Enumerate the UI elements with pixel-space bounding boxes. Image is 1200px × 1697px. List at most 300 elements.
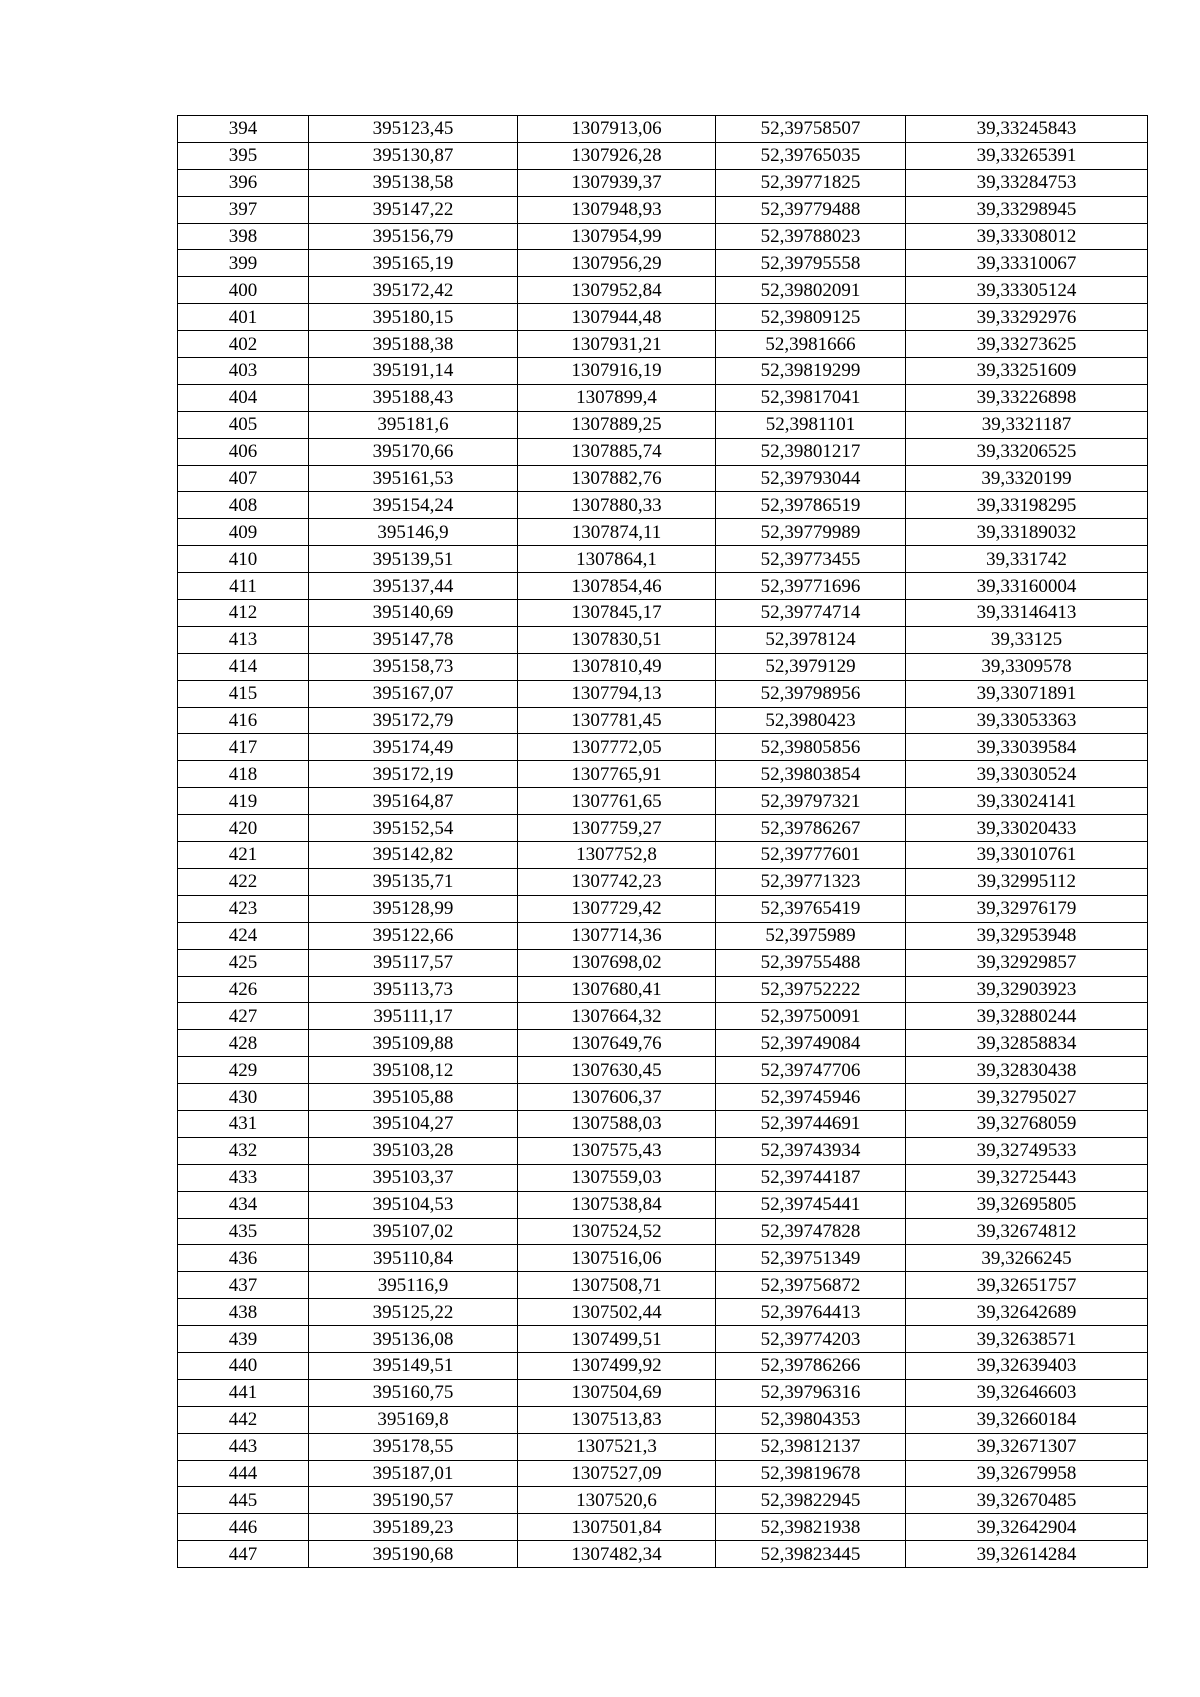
latitude-cell: 52,39773455 bbox=[716, 546, 906, 573]
latitude-cell: 52,39786266 bbox=[716, 1352, 906, 1379]
point-number-cell: 411 bbox=[178, 573, 309, 600]
point-number-cell: 403 bbox=[178, 358, 309, 385]
y-coordinate-cell: 1307499,92 bbox=[518, 1352, 716, 1379]
latitude-cell: 52,3979129 bbox=[716, 653, 906, 680]
x-coordinate-cell: 395139,51 bbox=[309, 546, 518, 573]
longitude-cell: 39,32670485 bbox=[906, 1487, 1148, 1514]
point-number-cell: 398 bbox=[178, 223, 309, 250]
table-row bbox=[178, 868, 1148, 895]
point-number-cell: 427 bbox=[178, 1003, 309, 1030]
x-coordinate-cell: 395191,14 bbox=[309, 358, 518, 385]
x-coordinate-cell: 395165,19 bbox=[309, 250, 518, 277]
x-coordinate-cell: 395146,9 bbox=[309, 519, 518, 546]
latitude-cell: 52,39750091 bbox=[716, 1003, 906, 1030]
table-row bbox=[178, 1299, 1148, 1326]
x-coordinate-cell: 395147,22 bbox=[309, 196, 518, 223]
longitude-cell: 39,33125 bbox=[906, 626, 1148, 653]
latitude-cell: 52,39801217 bbox=[716, 438, 906, 465]
x-coordinate-cell: 395105,88 bbox=[309, 1084, 518, 1111]
table-row bbox=[178, 519, 1148, 546]
longitude-cell: 39,33273625 bbox=[906, 331, 1148, 358]
latitude-cell: 52,3981666 bbox=[716, 331, 906, 358]
table-row bbox=[178, 384, 1148, 411]
table-row bbox=[178, 1057, 1148, 1084]
y-coordinate-cell: 1307752,8 bbox=[518, 842, 716, 869]
point-number-cell: 432 bbox=[178, 1137, 309, 1164]
table-row bbox=[178, 1487, 1148, 1514]
point-number-cell: 408 bbox=[178, 492, 309, 519]
table-row bbox=[178, 411, 1148, 438]
longitude-cell: 39,33298945 bbox=[906, 196, 1148, 223]
point-number-cell: 430 bbox=[178, 1084, 309, 1111]
latitude-cell: 52,39755488 bbox=[716, 949, 906, 976]
table-row bbox=[178, 1245, 1148, 1272]
point-number-cell: 434 bbox=[178, 1191, 309, 1218]
y-coordinate-cell: 1307948,93 bbox=[518, 196, 716, 223]
latitude-cell: 52,39744691 bbox=[716, 1110, 906, 1137]
x-coordinate-cell: 395140,69 bbox=[309, 600, 518, 627]
y-coordinate-cell: 1307630,45 bbox=[518, 1057, 716, 1084]
longitude-cell: 39,32953948 bbox=[906, 922, 1148, 949]
table-row bbox=[178, 680, 1148, 707]
point-number-cell: 421 bbox=[178, 842, 309, 869]
latitude-cell: 52,39774714 bbox=[716, 600, 906, 627]
longitude-cell: 39,32674812 bbox=[906, 1218, 1148, 1245]
latitude-cell: 52,3981101 bbox=[716, 411, 906, 438]
x-coordinate-cell: 395138,58 bbox=[309, 169, 518, 196]
longitude-cell: 39,33310067 bbox=[906, 250, 1148, 277]
longitude-cell: 39,3321187 bbox=[906, 411, 1148, 438]
latitude-cell: 52,39797321 bbox=[716, 788, 906, 815]
longitude-cell: 39,33284753 bbox=[906, 169, 1148, 196]
x-coordinate-cell: 395109,88 bbox=[309, 1030, 518, 1057]
longitude-cell: 39,32642689 bbox=[906, 1299, 1148, 1326]
latitude-cell: 52,39771323 bbox=[716, 868, 906, 895]
y-coordinate-cell: 1307830,51 bbox=[518, 626, 716, 653]
longitude-cell: 39,33071891 bbox=[906, 680, 1148, 707]
table-row bbox=[178, 438, 1148, 465]
y-coordinate-cell: 1307513,83 bbox=[518, 1406, 716, 1433]
latitude-cell: 52,39777601 bbox=[716, 842, 906, 869]
longitude-cell: 39,32638571 bbox=[906, 1326, 1148, 1353]
latitude-cell: 52,39745441 bbox=[716, 1191, 906, 1218]
y-coordinate-cell: 1307944,48 bbox=[518, 304, 716, 331]
longitude-cell: 39,33020433 bbox=[906, 815, 1148, 842]
y-coordinate-cell: 1307913,06 bbox=[518, 116, 716, 143]
longitude-cell: 39,32679958 bbox=[906, 1460, 1148, 1487]
latitude-cell: 52,39795558 bbox=[716, 250, 906, 277]
y-coordinate-cell: 1307882,76 bbox=[518, 465, 716, 492]
table-row bbox=[178, 1272, 1148, 1299]
longitude-cell: 39,32642904 bbox=[906, 1514, 1148, 1541]
x-coordinate-cell: 395122,66 bbox=[309, 922, 518, 949]
x-coordinate-cell: 395110,84 bbox=[309, 1245, 518, 1272]
table-row bbox=[178, 1218, 1148, 1245]
y-coordinate-cell: 1307729,42 bbox=[518, 895, 716, 922]
latitude-cell: 52,39803854 bbox=[716, 761, 906, 788]
x-coordinate-cell: 395169,8 bbox=[309, 1406, 518, 1433]
x-coordinate-cell: 395172,79 bbox=[309, 707, 518, 734]
point-number-cell: 429 bbox=[178, 1057, 309, 1084]
table-row bbox=[178, 277, 1148, 304]
table-row bbox=[178, 573, 1148, 600]
y-coordinate-cell: 1307889,25 bbox=[518, 411, 716, 438]
latitude-cell: 52,39821938 bbox=[716, 1514, 906, 1541]
longitude-cell: 39,32695805 bbox=[906, 1191, 1148, 1218]
latitude-cell: 52,39805856 bbox=[716, 734, 906, 761]
table-row bbox=[178, 196, 1148, 223]
latitude-cell: 52,39823445 bbox=[716, 1541, 906, 1568]
point-number-cell: 394 bbox=[178, 116, 309, 143]
point-number-cell: 413 bbox=[178, 626, 309, 653]
x-coordinate-cell: 395188,43 bbox=[309, 384, 518, 411]
point-number-cell: 437 bbox=[178, 1272, 309, 1299]
x-coordinate-cell: 395181,6 bbox=[309, 411, 518, 438]
x-coordinate-cell: 395135,71 bbox=[309, 868, 518, 895]
y-coordinate-cell: 1307521,3 bbox=[518, 1433, 716, 1460]
longitude-cell: 39,32725443 bbox=[906, 1164, 1148, 1191]
y-coordinate-cell: 1307781,45 bbox=[518, 707, 716, 734]
point-number-cell: 436 bbox=[178, 1245, 309, 1272]
table-row bbox=[178, 1191, 1148, 1218]
x-coordinate-cell: 395116,9 bbox=[309, 1272, 518, 1299]
y-coordinate-cell: 1307954,99 bbox=[518, 223, 716, 250]
point-number-cell: 414 bbox=[178, 653, 309, 680]
point-number-cell: 419 bbox=[178, 788, 309, 815]
table-row bbox=[178, 1514, 1148, 1541]
point-number-cell: 412 bbox=[178, 600, 309, 627]
point-number-cell: 402 bbox=[178, 331, 309, 358]
x-coordinate-cell: 395178,55 bbox=[309, 1433, 518, 1460]
x-coordinate-cell: 395111,17 bbox=[309, 1003, 518, 1030]
latitude-cell: 52,39793044 bbox=[716, 465, 906, 492]
y-coordinate-cell: 1307516,06 bbox=[518, 1245, 716, 1272]
x-coordinate-cell: 395104,53 bbox=[309, 1191, 518, 1218]
point-number-cell: 422 bbox=[178, 868, 309, 895]
table-row bbox=[178, 1326, 1148, 1353]
y-coordinate-cell: 1307482,34 bbox=[518, 1541, 716, 1568]
y-coordinate-cell: 1307524,52 bbox=[518, 1218, 716, 1245]
longitude-cell: 39,33053363 bbox=[906, 707, 1148, 734]
point-number-cell: 396 bbox=[178, 169, 309, 196]
point-number-cell: 401 bbox=[178, 304, 309, 331]
x-coordinate-cell: 395142,82 bbox=[309, 842, 518, 869]
table-row bbox=[178, 1110, 1148, 1137]
x-coordinate-cell: 395154,24 bbox=[309, 492, 518, 519]
y-coordinate-cell: 1307845,17 bbox=[518, 600, 716, 627]
x-coordinate-cell: 395161,53 bbox=[309, 465, 518, 492]
latitude-cell: 52,39771825 bbox=[716, 169, 906, 196]
longitude-cell: 39,32671307 bbox=[906, 1433, 1148, 1460]
table-row bbox=[178, 1030, 1148, 1057]
longitude-cell: 39,33198295 bbox=[906, 492, 1148, 519]
y-coordinate-cell: 1307794,13 bbox=[518, 680, 716, 707]
table-row bbox=[178, 653, 1148, 680]
latitude-cell: 52,39749084 bbox=[716, 1030, 906, 1057]
longitude-cell: 39,33308012 bbox=[906, 223, 1148, 250]
latitude-cell: 52,39756872 bbox=[716, 1272, 906, 1299]
table-row bbox=[178, 976, 1148, 1003]
latitude-cell: 52,39809125 bbox=[716, 304, 906, 331]
table-row bbox=[178, 331, 1148, 358]
table-row bbox=[178, 1352, 1148, 1379]
latitude-cell: 52,39802091 bbox=[716, 277, 906, 304]
point-number-cell: 439 bbox=[178, 1326, 309, 1353]
latitude-cell: 52,39819299 bbox=[716, 358, 906, 385]
x-coordinate-cell: 395156,79 bbox=[309, 223, 518, 250]
latitude-cell: 52,39752222 bbox=[716, 976, 906, 1003]
y-coordinate-cell: 1307772,05 bbox=[518, 734, 716, 761]
x-coordinate-cell: 395160,75 bbox=[309, 1379, 518, 1406]
table-row bbox=[178, 1541, 1148, 1568]
y-coordinate-cell: 1307559,03 bbox=[518, 1164, 716, 1191]
point-number-cell: 416 bbox=[178, 707, 309, 734]
y-coordinate-cell: 1307504,69 bbox=[518, 1379, 716, 1406]
table-row bbox=[178, 707, 1148, 734]
x-coordinate-cell: 395187,01 bbox=[309, 1460, 518, 1487]
y-coordinate-cell: 1307765,91 bbox=[518, 761, 716, 788]
x-coordinate-cell: 395107,02 bbox=[309, 1218, 518, 1245]
table-row bbox=[178, 1084, 1148, 1111]
point-number-cell: 407 bbox=[178, 465, 309, 492]
y-coordinate-cell: 1307664,32 bbox=[518, 1003, 716, 1030]
y-coordinate-cell: 1307952,84 bbox=[518, 277, 716, 304]
longitude-cell: 39,33305124 bbox=[906, 277, 1148, 304]
latitude-cell: 52,39788023 bbox=[716, 223, 906, 250]
longitude-cell: 39,32660184 bbox=[906, 1406, 1148, 1433]
y-coordinate-cell: 1307931,21 bbox=[518, 331, 716, 358]
x-coordinate-cell: 395137,44 bbox=[309, 573, 518, 600]
longitude-cell: 39,32614284 bbox=[906, 1541, 1148, 1568]
point-number-cell: 438 bbox=[178, 1299, 309, 1326]
longitude-cell: 39,33189032 bbox=[906, 519, 1148, 546]
point-number-cell: 443 bbox=[178, 1433, 309, 1460]
longitude-cell: 39,32651757 bbox=[906, 1272, 1148, 1299]
latitude-cell: 52,39779989 bbox=[716, 519, 906, 546]
point-number-cell: 400 bbox=[178, 277, 309, 304]
point-number-cell: 425 bbox=[178, 949, 309, 976]
y-coordinate-cell: 1307501,84 bbox=[518, 1514, 716, 1541]
table-row bbox=[178, 492, 1148, 519]
point-number-cell: 445 bbox=[178, 1487, 309, 1514]
x-coordinate-cell: 395123,45 bbox=[309, 116, 518, 143]
longitude-cell: 39,32639403 bbox=[906, 1352, 1148, 1379]
longitude-cell: 39,33206525 bbox=[906, 438, 1148, 465]
point-number-cell: 440 bbox=[178, 1352, 309, 1379]
longitude-cell: 39,32858834 bbox=[906, 1030, 1148, 1057]
point-number-cell: 446 bbox=[178, 1514, 309, 1541]
y-coordinate-cell: 1307575,43 bbox=[518, 1137, 716, 1164]
longitude-cell: 39,32795027 bbox=[906, 1084, 1148, 1111]
latitude-cell: 52,39743934 bbox=[716, 1137, 906, 1164]
table-row bbox=[178, 734, 1148, 761]
longitude-cell: 39,32880244 bbox=[906, 1003, 1148, 1030]
x-coordinate-cell: 395128,99 bbox=[309, 895, 518, 922]
latitude-cell: 52,3975989 bbox=[716, 922, 906, 949]
y-coordinate-cell: 1307527,09 bbox=[518, 1460, 716, 1487]
y-coordinate-cell: 1307759,27 bbox=[518, 815, 716, 842]
longitude-cell: 39,3309578 bbox=[906, 653, 1148, 680]
x-coordinate-cell: 395117,57 bbox=[309, 949, 518, 976]
longitude-cell: 39,32749533 bbox=[906, 1137, 1148, 1164]
point-number-cell: 444 bbox=[178, 1460, 309, 1487]
latitude-cell: 52,39822945 bbox=[716, 1487, 906, 1514]
longitude-cell: 39,33024141 bbox=[906, 788, 1148, 815]
latitude-cell: 52,3980423 bbox=[716, 707, 906, 734]
longitude-cell: 39,331742 bbox=[906, 546, 1148, 573]
point-number-cell: 404 bbox=[178, 384, 309, 411]
x-coordinate-cell: 395113,73 bbox=[309, 976, 518, 1003]
longitude-cell: 39,33010761 bbox=[906, 842, 1148, 869]
point-number-cell: 409 bbox=[178, 519, 309, 546]
latitude-cell: 52,39798956 bbox=[716, 680, 906, 707]
latitude-cell: 52,39764413 bbox=[716, 1299, 906, 1326]
point-number-cell: 405 bbox=[178, 411, 309, 438]
x-coordinate-cell: 395125,22 bbox=[309, 1299, 518, 1326]
longitude-cell: 39,32929857 bbox=[906, 949, 1148, 976]
table-row bbox=[178, 895, 1148, 922]
longitude-cell: 39,33160004 bbox=[906, 573, 1148, 600]
point-number-cell: 397 bbox=[178, 196, 309, 223]
point-number-cell: 428 bbox=[178, 1030, 309, 1057]
x-coordinate-cell: 395172,42 bbox=[309, 277, 518, 304]
longitude-cell: 39,32995112 bbox=[906, 868, 1148, 895]
point-number-cell: 395 bbox=[178, 142, 309, 169]
y-coordinate-cell: 1307698,02 bbox=[518, 949, 716, 976]
longitude-cell: 39,33039584 bbox=[906, 734, 1148, 761]
table-row bbox=[178, 761, 1148, 788]
latitude-cell: 52,39747828 bbox=[716, 1218, 906, 1245]
latitude-cell: 52,39765035 bbox=[716, 142, 906, 169]
x-coordinate-cell: 395170,66 bbox=[309, 438, 518, 465]
longitude-cell: 39,33292976 bbox=[906, 304, 1148, 331]
table-row bbox=[178, 949, 1148, 976]
y-coordinate-cell: 1307649,76 bbox=[518, 1030, 716, 1057]
longitude-cell: 39,32903923 bbox=[906, 976, 1148, 1003]
y-coordinate-cell: 1307939,37 bbox=[518, 169, 716, 196]
x-coordinate-cell: 395164,87 bbox=[309, 788, 518, 815]
latitude-cell: 52,39804353 bbox=[716, 1406, 906, 1433]
y-coordinate-cell: 1307916,19 bbox=[518, 358, 716, 385]
x-coordinate-cell: 395147,78 bbox=[309, 626, 518, 653]
table-row bbox=[178, 1137, 1148, 1164]
latitude-cell: 52,39745946 bbox=[716, 1084, 906, 1111]
x-coordinate-cell: 395167,07 bbox=[309, 680, 518, 707]
y-coordinate-cell: 1307680,41 bbox=[518, 976, 716, 1003]
longitude-cell: 39,33226898 bbox=[906, 384, 1148, 411]
latitude-cell: 52,39744187 bbox=[716, 1164, 906, 1191]
x-coordinate-cell: 395103,37 bbox=[309, 1164, 518, 1191]
y-coordinate-cell: 1307538,84 bbox=[518, 1191, 716, 1218]
point-number-cell: 441 bbox=[178, 1379, 309, 1406]
table-row bbox=[178, 546, 1148, 573]
latitude-cell: 52,39786519 bbox=[716, 492, 906, 519]
y-coordinate-cell: 1307499,51 bbox=[518, 1326, 716, 1353]
table-row bbox=[178, 304, 1148, 331]
y-coordinate-cell: 1307926,28 bbox=[518, 142, 716, 169]
table-row bbox=[178, 1379, 1148, 1406]
table-row bbox=[178, 815, 1148, 842]
latitude-cell: 52,39817041 bbox=[716, 384, 906, 411]
y-coordinate-cell: 1307520,6 bbox=[518, 1487, 716, 1514]
latitude-cell: 52,39819678 bbox=[716, 1460, 906, 1487]
longitude-cell: 39,3266245 bbox=[906, 1245, 1148, 1272]
table-row bbox=[178, 922, 1148, 949]
table-row bbox=[178, 1433, 1148, 1460]
y-coordinate-cell: 1307606,37 bbox=[518, 1084, 716, 1111]
x-coordinate-cell: 395136,08 bbox=[309, 1326, 518, 1353]
point-number-cell: 442 bbox=[178, 1406, 309, 1433]
latitude-cell: 52,39779488 bbox=[716, 196, 906, 223]
y-coordinate-cell: 1307508,71 bbox=[518, 1272, 716, 1299]
x-coordinate-cell: 395149,51 bbox=[309, 1352, 518, 1379]
point-number-cell: 447 bbox=[178, 1541, 309, 1568]
x-coordinate-cell: 395103,28 bbox=[309, 1137, 518, 1164]
longitude-cell: 39,3320199 bbox=[906, 465, 1148, 492]
table-row bbox=[178, 250, 1148, 277]
y-coordinate-cell: 1307502,44 bbox=[518, 1299, 716, 1326]
longitude-cell: 39,33030524 bbox=[906, 761, 1148, 788]
latitude-cell: 52,39774203 bbox=[716, 1326, 906, 1353]
x-coordinate-cell: 395104,27 bbox=[309, 1110, 518, 1137]
longitude-cell: 39,32976179 bbox=[906, 895, 1148, 922]
point-number-cell: 431 bbox=[178, 1110, 309, 1137]
table-row bbox=[178, 788, 1148, 815]
point-number-cell: 415 bbox=[178, 680, 309, 707]
x-coordinate-cell: 395188,38 bbox=[309, 331, 518, 358]
y-coordinate-cell: 1307885,74 bbox=[518, 438, 716, 465]
latitude-cell: 52,39758507 bbox=[716, 116, 906, 143]
point-number-cell: 426 bbox=[178, 976, 309, 1003]
table-row bbox=[178, 223, 1148, 250]
point-number-cell: 435 bbox=[178, 1218, 309, 1245]
longitude-cell: 39,32646603 bbox=[906, 1379, 1148, 1406]
table-row bbox=[178, 142, 1148, 169]
y-coordinate-cell: 1307874,11 bbox=[518, 519, 716, 546]
point-number-cell: 423 bbox=[178, 895, 309, 922]
coordinates-table-body bbox=[178, 116, 1148, 1568]
latitude-cell: 52,39786267 bbox=[716, 815, 906, 842]
point-number-cell: 417 bbox=[178, 734, 309, 761]
x-coordinate-cell: 395152,54 bbox=[309, 815, 518, 842]
table-row bbox=[178, 465, 1148, 492]
point-number-cell: 410 bbox=[178, 546, 309, 573]
latitude-cell: 52,39771696 bbox=[716, 573, 906, 600]
table-row bbox=[178, 169, 1148, 196]
y-coordinate-cell: 1307880,33 bbox=[518, 492, 716, 519]
x-coordinate-cell: 395190,68 bbox=[309, 1541, 518, 1568]
x-coordinate-cell: 395172,19 bbox=[309, 761, 518, 788]
x-coordinate-cell: 395190,57 bbox=[309, 1487, 518, 1514]
x-coordinate-cell: 395174,49 bbox=[309, 734, 518, 761]
y-coordinate-cell: 1307854,46 bbox=[518, 573, 716, 600]
table-row bbox=[178, 626, 1148, 653]
table-row bbox=[178, 842, 1148, 869]
longitude-cell: 39,33265391 bbox=[906, 142, 1148, 169]
y-coordinate-cell: 1307761,65 bbox=[518, 788, 716, 815]
x-coordinate-cell: 395130,87 bbox=[309, 142, 518, 169]
table-row bbox=[178, 116, 1148, 143]
point-number-cell: 433 bbox=[178, 1164, 309, 1191]
y-coordinate-cell: 1307588,03 bbox=[518, 1110, 716, 1137]
longitude-cell: 39,32768059 bbox=[906, 1110, 1148, 1137]
x-coordinate-cell: 395108,12 bbox=[309, 1057, 518, 1084]
table-row bbox=[178, 1460, 1148, 1487]
y-coordinate-cell: 1307742,23 bbox=[518, 868, 716, 895]
point-number-cell: 406 bbox=[178, 438, 309, 465]
longitude-cell: 39,33245843 bbox=[906, 116, 1148, 143]
y-coordinate-cell: 1307810,49 bbox=[518, 653, 716, 680]
